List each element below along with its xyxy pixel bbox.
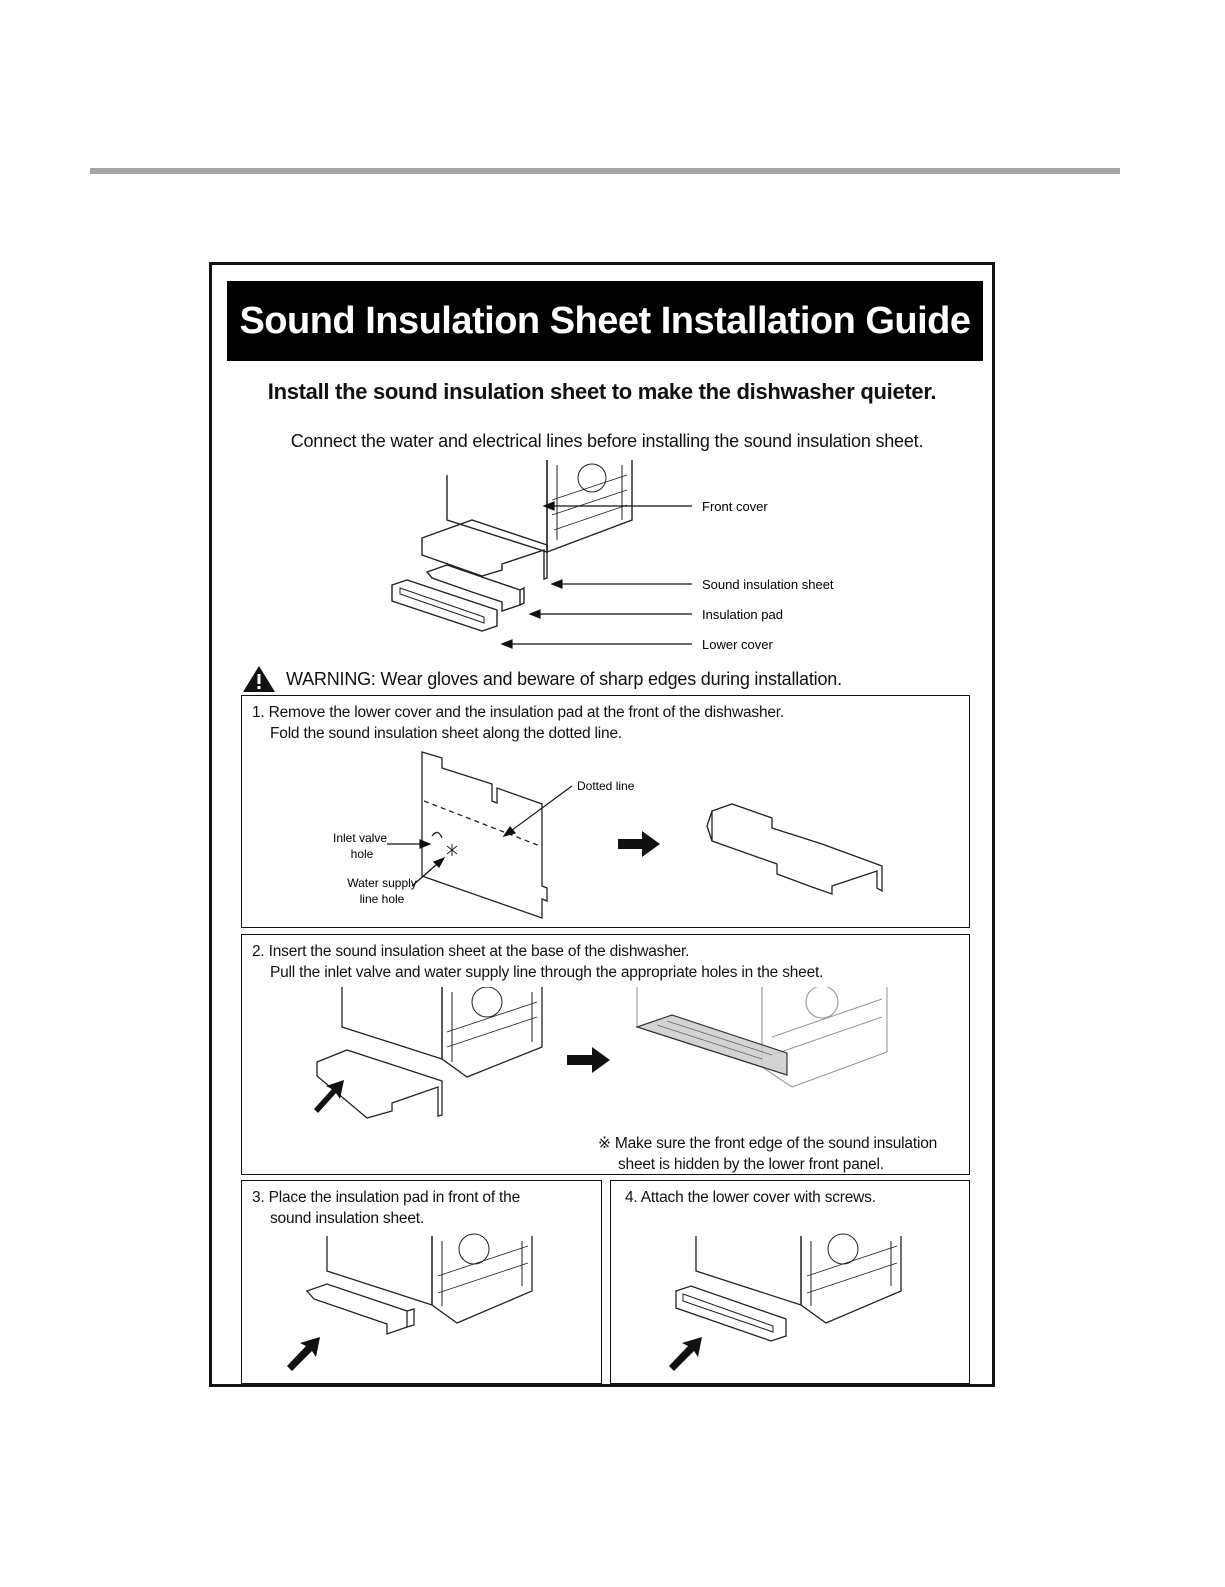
- step-4-text: [625, 1187, 876, 1208]
- step-4-line-1: 4. Attach the lower cover with screws.: [625, 1189, 876, 1206]
- step-3-line-1: 3. Place the insulation pad in front of the: [252, 1189, 521, 1206]
- label-water-supply-2: line hole: [359, 892, 405, 906]
- step-4-panel: [610, 1180, 970, 1384]
- step-3-panel: [241, 1180, 602, 1384]
- label-sound-insulation-sheet: Sound insulation sheet: [702, 577, 834, 592]
- step-1-line-1: 1. Remove the lower cover and the insulation pad at the front of the dishwasher.: [252, 704, 784, 721]
- step-2-note-line-1: ※ Make sure the front edge of the sound insulation: [598, 1135, 938, 1152]
- step-3-diagram: [242, 1231, 601, 1381]
- step-1-panel: [241, 695, 970, 928]
- guide-subtitle: Install the sound insulation sheet to make the dishwasher quieter.: [267, 379, 937, 404]
- step-2-note-line-2: sheet is hidden by the lower front panel.: [618, 1156, 884, 1173]
- exploded-view-diagram: [362, 460, 842, 660]
- step-2-panel: [241, 934, 970, 1175]
- step-2-line-2: Pull the inlet valve and water supply line through the appropriate holes in the sheet.: [270, 964, 824, 981]
- installation-guide: [209, 262, 995, 1387]
- label-inlet-valve-2: hole: [350, 847, 374, 861]
- step-2-text: [252, 941, 823, 983]
- warning-text: WARNING: Wear gloves and beware of sharp edges during installation.: [286, 668, 842, 689]
- guide-title: Sound Insulation Sheet Installation Guide: [227, 281, 983, 361]
- step-2-line-1: 2. Insert the sound insulation sheet at the base of the dishwasher.: [252, 943, 690, 960]
- step-4-diagram: [611, 1231, 969, 1381]
- top-rule: [90, 168, 1120, 174]
- warning-line: [242, 665, 842, 693]
- label-water-supply-1: Water supply: [347, 876, 417, 890]
- step-3-text: [252, 1187, 520, 1229]
- step-1-text: [252, 702, 784, 744]
- label-inlet-valve-1: Inlet valve: [332, 831, 388, 845]
- label-front-cover: Front cover: [702, 499, 768, 514]
- guide-intro: Connect the water and electrical lines before installing the sound insulation sheet.: [290, 431, 924, 451]
- step-1-diagram: [242, 746, 969, 926]
- step-3-line-2: sound insulation sheet.: [270, 1210, 424, 1227]
- step-2-note: [598, 1133, 937, 1175]
- step-2-diagram: [242, 987, 969, 1137]
- label-dotted-line: Dotted line: [577, 779, 635, 793]
- warning-icon: [242, 665, 276, 693]
- label-lower-cover: Lower cover: [702, 637, 773, 652]
- step-1-line-2: Fold the sound insulation sheet along the dotted line.: [270, 725, 622, 742]
- label-insulation-pad: Insulation pad: [702, 607, 783, 622]
